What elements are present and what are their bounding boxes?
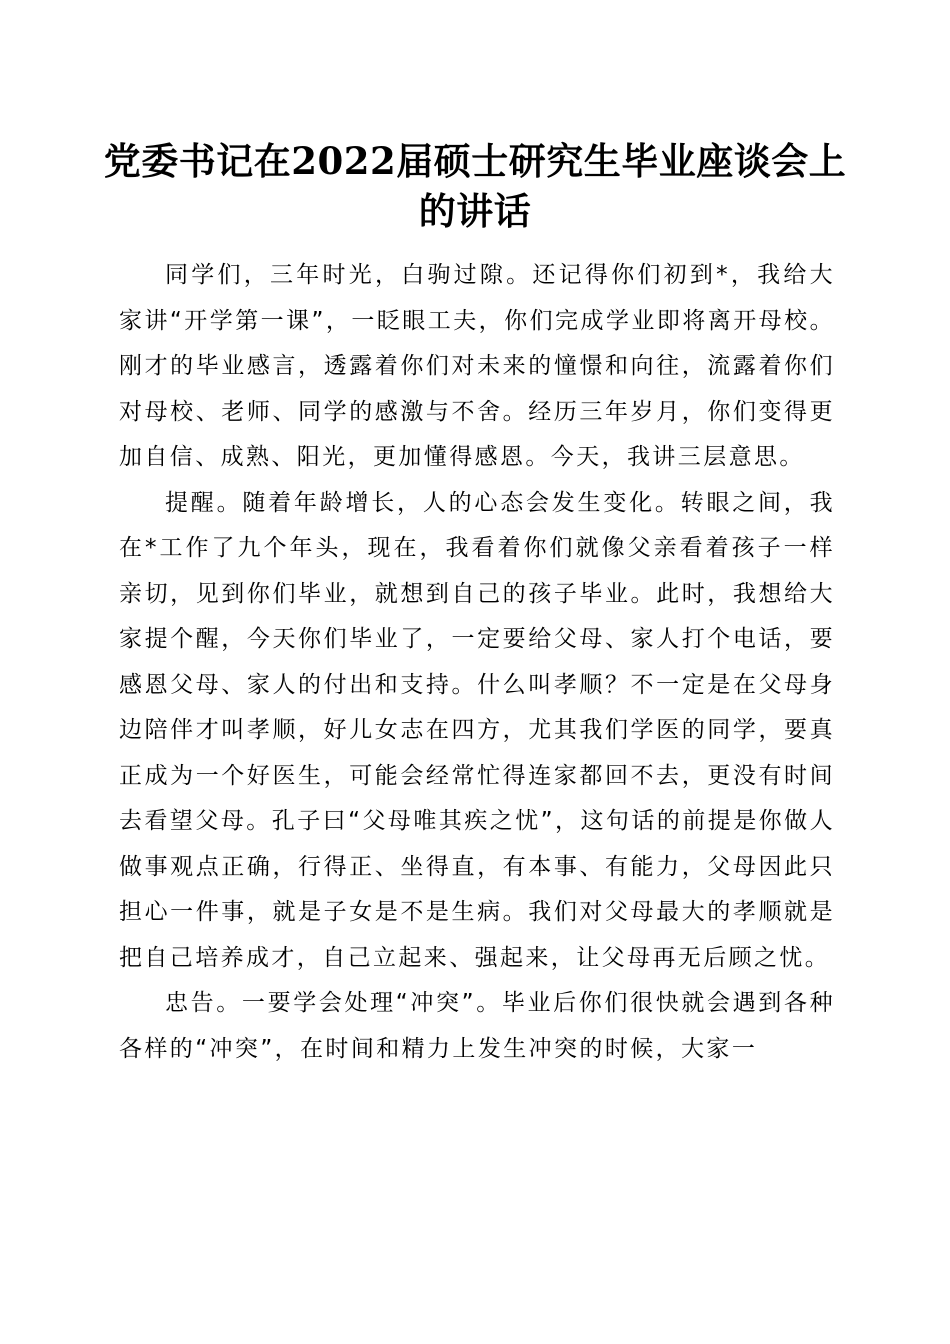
paragraph-reminder: 提醒。随着年龄增长，人的心态会发生变化。转眼之间，我在*工作了九个年头，现在，我看着你们就像父亲看着孩子一样亲切，见到你们毕业，就想到自己的孩子毕业。此时，我想给大家提个醒，今天你们毕业了，一定要给父母、家人打个电话，要感恩父母、家人的付出和支持。什么叫孝顺？不一定是在父母身边陪伴才叫孝顺，好儿女志在四方，尤其我们学医的同学，要真正成为一个好医生，可能会经常忙得连家都回不去，更没有时间去看望父母。孔子曰“父母唯其疾之忧”，这句话的前提是你做人做事观点正确，行得正、坐得直，有本事、有能力，父母因此只担心一件事，就是子女是不是生病。我们对父母最大的孝顺就是把自己培养成才，自己立起来、强起来，让父母再无后顾之忧。 xyxy=(119,489,835,971)
title-line-1: 党委书记在2022届硕士研究生毕业座谈会上 xyxy=(103,139,847,183)
paragraph-intro: 同学们，三年时光，白驹过隙。还记得你们初到*，我给大家讲“开学第一课”，一眨眼工夫，你们完成学业即将离开母校。刚才的毕业感言，透露着你们对未来的憧憬和向往，流露着你们对母校、老师、同学的感激与不舍。经历三年岁月，你们变得更加自信、成熟、阳光，更加懂得感恩。今天，我讲三层意思。 xyxy=(119,262,835,470)
title-line-2: 的讲话 xyxy=(418,189,532,233)
document-title xyxy=(60,136,890,236)
document-body xyxy=(119,253,835,1072)
paragraph-advice: 忠告。一要学会处理“冲突”。毕业后你们很快就会遇到各种各样的“冲突”，在时间和精力上发生冲突的时候，大家一 xyxy=(119,990,835,1062)
